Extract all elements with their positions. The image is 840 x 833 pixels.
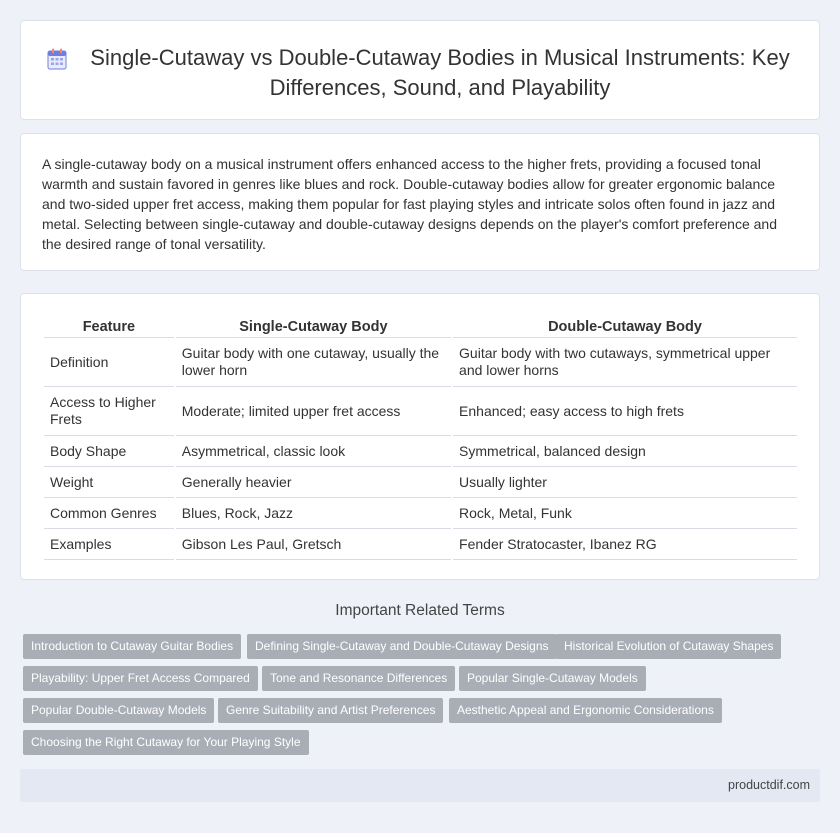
single-cell: Asymmetrical, classic look [176,436,451,467]
tag-link[interactable]: Defining Single-Cutaway and Double-Cutaway Designs [247,634,557,659]
intro-card [20,133,820,271]
double-cell: Usually lighter [453,467,797,498]
comparison-table [42,313,799,560]
title-card [20,20,820,120]
tag-link[interactable]: Playability: Upper Fret Access Compared [23,666,258,691]
comparison-card [20,293,820,580]
single-cell: Moderate; limited upper fret access [176,387,451,436]
table-header-row [44,313,797,338]
header-single-cutaway: Single-Cutaway Body [176,313,451,338]
feature-cell: Body Shape [44,436,174,467]
single-cell: Generally heavier [176,467,451,498]
feature-cell: Examples [44,529,174,560]
single-cell: Gibson Les Paul, Gretsch [176,529,451,560]
header-double-cutaway: Double-Cutaway Body [453,313,797,338]
feature-cell: Access to Higher Frets [44,387,174,436]
double-cell: Symmetrical, balanced design [453,436,797,467]
single-cell: Blues, Rock, Jazz [176,498,451,529]
table-row [44,529,797,560]
tag-link[interactable]: Tone and Resonance Differences [262,666,455,691]
feature-cell: Common Genres [44,498,174,529]
tag-link[interactable]: Popular Double-Cutaway Models [23,698,214,723]
double-cell: Fender Stratocaster, Ibanez RG [453,529,797,560]
tag-link[interactable]: Aesthetic Appeal and Ergonomic Considerations [449,698,722,723]
related-terms-title: Important Related Terms [335,602,505,619]
page-title: Single-Cutaway vs Double-Cutaway Bodies in Musical Instruments: Key Differences, Sound, and Playability [90,45,790,100]
feature-cell: Weight [44,467,174,498]
table-row [44,387,797,436]
table-row [44,498,797,529]
tag-link[interactable]: Introduction to Cutaway Guitar Bodies [23,634,241,659]
tag-link[interactable]: Popular Single-Cutaway Models [459,666,646,691]
tag-link[interactable]: Genre Suitability and Artist Preferences [218,698,443,723]
table-row [44,338,797,387]
table-row [44,436,797,467]
table-row [44,467,797,498]
calendar-icon [47,48,67,70]
single-cell: Guitar body with one cutaway, usually the lower horn [176,338,451,387]
tag-link[interactable]: Choosing the Right Cutaway for Your Playing Style [23,730,309,755]
double-cell: Guitar body with two cutaways, symmetrical upper and lower horns [453,338,797,387]
footer [20,769,820,802]
header-feature: Feature [44,313,174,338]
intro-paragraph: A single-cutaway body on a musical instrument offers enhanced access to the higher frets, providing a focused tonal warmth and sustain favored in genres like blues and rock. Double-cutaway bodies allow for greater ergonomic balance and two-sided upper fret access, making them popular for fast playing styles and intricate solos often found in jazz and metal. Selecting between single-cutaway and double-cutaway designs depends on the player's comfort preference and the desired range of tonal versatility. [42,156,778,252]
double-cell: Rock, Metal, Funk [453,498,797,529]
footer-site[interactable]: productdif.com [728,778,810,792]
feature-cell: Definition [44,338,174,387]
double-cell: Enhanced; easy access to high frets [453,387,797,436]
tag-link[interactable]: Historical Evolution of Cutaway Shapes [556,634,781,659]
